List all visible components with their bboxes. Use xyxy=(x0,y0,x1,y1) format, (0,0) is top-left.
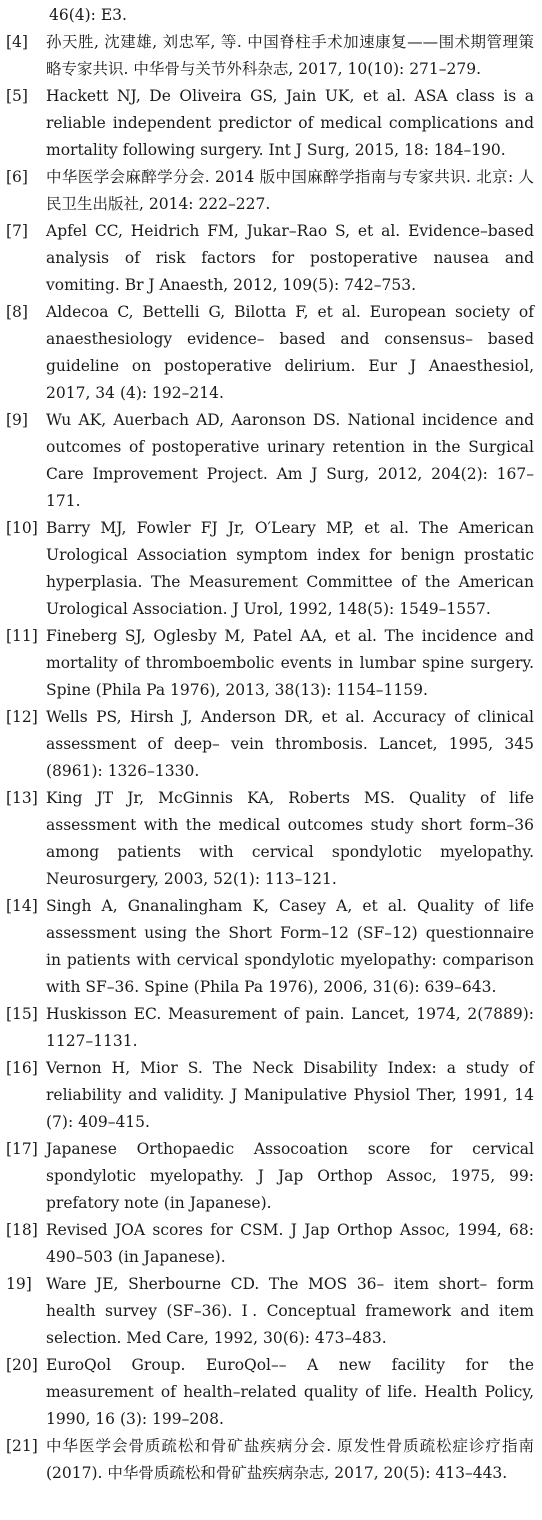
reference-number: [6] xyxy=(6,168,28,186)
reference-text: Vernon H, Mior S. The Neck Disability Index: a study of reliability and validity. J Manipulative Physiol Ther, 1991, 14 (7): 409–415. xyxy=(46,1059,534,1131)
reference-number: [16] xyxy=(6,1059,38,1077)
reference-list xyxy=(6,29,534,1487)
reference-text: Japanese Orthopaedic Assocoation score for cervical spondylotic myelopathy. J Jap Orthop Assoc, 1975, 99: prefatory note (in Japanese). xyxy=(46,1140,534,1212)
continued-reference-text: 46(4): E3. xyxy=(49,6,127,24)
reference-text: Huskisson EC. Measurement of pain. Lancet, 1974, 2(7889): 1127–1131. xyxy=(46,1005,534,1050)
reference-text: Singh A, Gnanalingham K, Casey A, et al. Quality of life assessment using the Short Form–12 (SF–12) questionnaire in patients with cervical spondylotic myelopathy: comparison with SF–36. Spine (Phila Pa 1976), 2006, 31(6): 639–643. xyxy=(46,897,534,996)
reference-number: [10] xyxy=(6,519,38,537)
reference-item xyxy=(6,83,534,164)
reference-number: [12] xyxy=(6,708,38,726)
reference-item xyxy=(6,704,534,785)
reference-number: [9] xyxy=(6,411,28,429)
reference-text: Fineberg SJ, Oglesby M, Patel AA, et al. The incidence and mortality of thromboembolic events in lumbar spine surgery. Spine (Phila Pa 1976), 2013, 38(13): 1154–1159. xyxy=(46,627,534,699)
reference-item xyxy=(6,299,534,407)
reference-number: [20] xyxy=(6,1356,38,1374)
reference-item xyxy=(6,29,534,83)
reference-item xyxy=(6,1352,534,1433)
reference-item xyxy=(6,407,534,515)
reference-item xyxy=(6,515,534,623)
reference-item xyxy=(6,623,534,704)
reference-number: [17] xyxy=(6,1140,38,1158)
reference-number: [5] xyxy=(6,87,28,105)
reference-number: [11] xyxy=(6,627,38,645)
reference-number: [15] xyxy=(6,1005,38,1023)
reference-text: Ware JE, Sherbourne CD. The MOS 36– item short– form health survey (SF–36). Ⅰ. Conceptual framework and item selection. Med Care, 1992, 30(6): 473–483. xyxy=(46,1275,534,1347)
reference-text: Aldecoa C, Bettelli G, Bilotta F, et al. European society of anaesthesiology evidence– based and consensus– based guideline on postoperative delirium. Eur J Anaesthesiol, 2017, 34 (4): 192–214. xyxy=(46,303,534,402)
reference-number: [21] xyxy=(6,1437,38,1455)
reference-number: [13] xyxy=(6,789,38,807)
reference-text: Hackett NJ, De Oliveira GS, Jain UK, et al. ASA class is a reliable independent predictor of medical complications and mortality following surgery. Int J Surg, 2015, 18: 184–190. xyxy=(46,87,534,159)
reference-text: Revised JOA scores for CSM. J Jap Orthop Assoc, 1994, 68: 490–503 (in Japanese). xyxy=(46,1221,534,1266)
reference-item xyxy=(6,785,534,893)
reference-text: 中华医学会骨质疏松和骨矿盐疾病分会. 原发性骨质疏松症诊疗指南(2017). 中华骨质疏松和骨矿盐疾病杂志, 2017, 20(5): 413–443. xyxy=(46,1437,534,1482)
reference-text: King JT Jr, McGinnis KA, Roberts MS. Quality of life assessment with the medical outcomes study short form–36 among patients with cervical spondylotic myelopathy. Neurosurgery, 2003, 52(1): 113–121. xyxy=(46,789,534,888)
reference-text: EuroQol Group. EuroQol–– A new facility for the measurement of health–related quality of life. Health Policy, 1990, 16 (3): 199–208. xyxy=(46,1356,534,1428)
reference-item xyxy=(6,1433,534,1487)
reference-item xyxy=(6,218,534,299)
reference-item xyxy=(6,1136,534,1217)
reference-text: Wu AK, Auerbach AD, Aaronson DS. National incidence and outcomes of postoperative urinary retention in the Surgical Care Improvement Project. Am J Surg, 2012, 204(2): 167–171. xyxy=(46,411,534,510)
reference-item xyxy=(6,1271,534,1352)
reference-number: 19] xyxy=(6,1275,32,1293)
reference-item xyxy=(6,893,534,1001)
reference-text: 中华医学会麻醉学分会. 2014 版中国麻醉学指南与专家共识. 北京: 人民卫生出版社, 2014: 222–227. xyxy=(46,168,534,213)
reference-number: [7] xyxy=(6,222,28,240)
reference-number: [14] xyxy=(6,897,38,915)
reference-number: [18] xyxy=(6,1221,38,1239)
reference-text: Apfel CC, Heidrich FM, Jukar–Rao S, et al. Evidence–based analysis of risk factors for postoperative nausea and vomiting. Br J Anaesth, 2012, 109(5): 742–753. xyxy=(46,222,534,294)
reference-item xyxy=(6,164,534,218)
reference-number: [8] xyxy=(6,303,28,321)
reference-item xyxy=(6,1055,534,1136)
reference-text: Wells PS, Hirsh J, Anderson DR, et al. Accuracy of clinical assessment of deep– vein thrombosis. Lancet, 1995, 345 (8961): 1326–1330. xyxy=(46,708,534,780)
reference-item xyxy=(6,1217,534,1271)
reference-item xyxy=(6,1001,534,1055)
reference-text: 孙天胜, 沈建雄, 刘忠军, 等. 中国脊柱手术加速康复——围术期管理策略专家共识. 中华骨与关节外科杂志, 2017, 10(10): 271–279. xyxy=(46,33,534,78)
reference-number: [4] xyxy=(6,33,28,51)
reference-text: Barry MJ, Fowler FJ Jr, O′Leary MP, et al. The American Urological Association symptom index for benign prostatic hyperplasia. The Measurement Committee of the American Urological Association. J Urol, 1992, 148(5): 1549–1557. xyxy=(46,519,534,618)
